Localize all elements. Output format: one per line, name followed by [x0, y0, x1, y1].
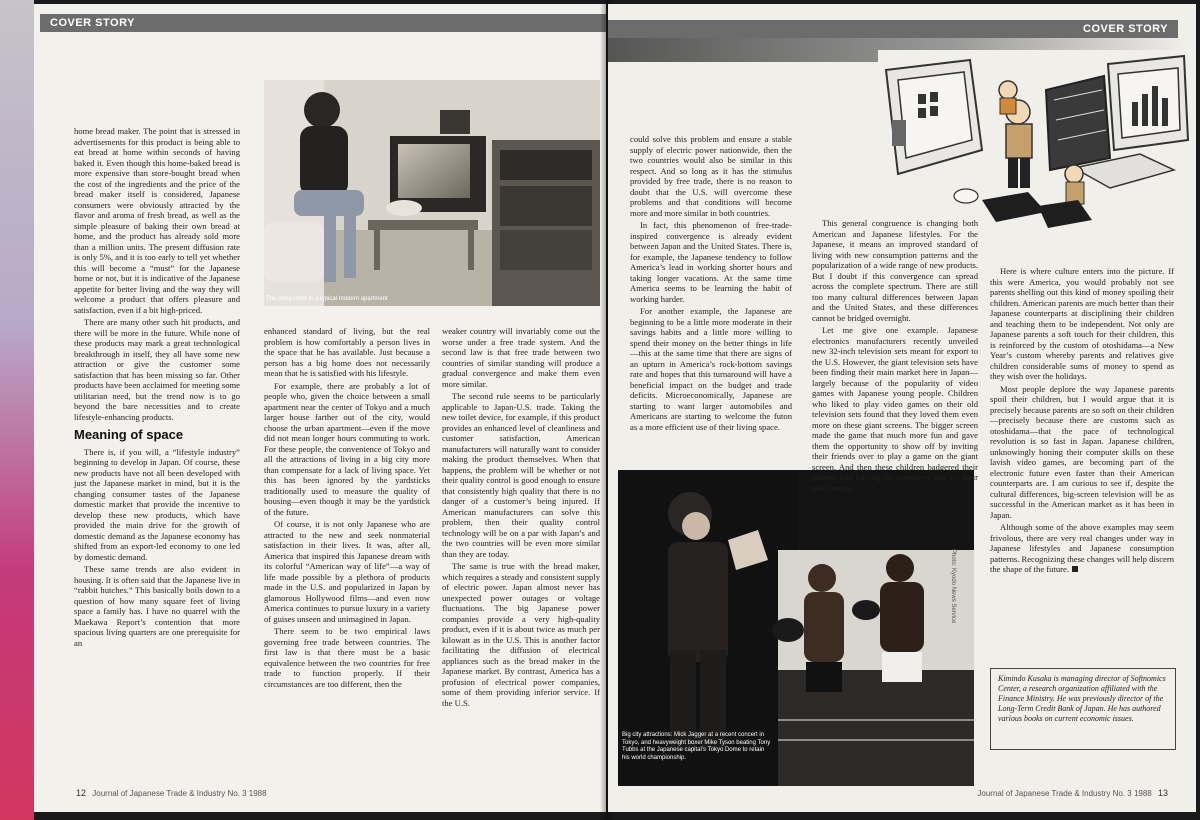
section-banner-right: COVER STORY	[608, 20, 1178, 38]
page-number: 12	[76, 788, 87, 798]
right-page	[608, 4, 1196, 812]
left-column-1	[74, 126, 240, 650]
celebrity-photo-caption: Big city attractions: Mick Jagger at a recent concert in Tokyo, and heavyweight boxer Mike Tyson beating Tony Tubbs at the Japanese capital’s Tokyo Dome to retain his world championship.	[622, 732, 771, 761]
left-column-3	[442, 326, 600, 710]
closing-paragraph: Although some of the above examples may seem frivolous, there are very real changes under way in Japanese lifestyles and Japanese consumption patterns. Recognizing these changes will help discern the shape of the future.	[990, 522, 1174, 574]
end-of-article-icon	[1072, 566, 1078, 572]
video-game-illustration	[878, 50, 1192, 236]
left-page	[34, 4, 606, 812]
paragraph: There seem to be two empirical laws governing free trade between countries. The first law is that there must be a basic equivalence between the two countries for free trade to function properly. If their circumstances are too different, then the	[264, 626, 430, 689]
paragraph: The second rule seems to be particularly applicable to Japan-U.S. trade. Taking the new toilet device, for example, if this product provides an enhanced level of cleanliness and customer satisfaction, American manufacturers will naturally want to consider making the product themselves. When that happens, the problem will be whether or not their quality control is good enough to ensure that consistently high quality that there is no danger of a customer’s being injured. If American manufacturers can solve this problem, then their quality control technology will be on a par with Japan’s and the two countries will be even more similar than they are today.	[442, 391, 600, 559]
paragraph: enhanced standard of living, but the real problem is how comfortably a person lives in the space that he has available. Just because a person has a big home does not necessarily mean that he is satisfied with his lifestyle.	[264, 326, 430, 378]
paragraph: Here is where culture enters into the picture. If this were America, you would probably not see parents shelling out this kind of money spoiling their children. American parents are much better than their Japanese counterparts at disciplining their children and teaching them to be independent. Not only are Japanese parents a soft touch for their children, this is reinforced by the custom of otoshidama—a New Year’s custom whereby parents and relatives give children considerable sums of money to spend as they wish over the holidays.	[990, 266, 1174, 381]
paragraph: home bread maker. The point that is stressed in advertisements for this product is being able to eat bread at home within seconds of having baked it. Even though this home-baked bread is more expensive than store-bought bread when the cost of the ingredients and the price of the bread maker itself is considered, Japanese consumers were obviously attracted by the flavor and aroma of fresh bread, as well as the simple pleasure of baking their own bread at home, and the product has already sold more than a million units. The present diffusion rate is only 5%, and it is too early to tell yet whether this will become a “must” for the Japanese home or not, but it is indicative of the Japanese appetite for better living and the way they will welcome a product that offers pleasure and satisfaction, even if a bit high-priced.	[74, 126, 240, 315]
paragraph: In fact, this phenomenon of free-trade-inspired convergence is already evident between Japan and the United States. There is, for example, the Japanese tendency to follow America’s lead in working shorter hours and taking longer vacations. At the same time America seems to be learning the habit of working harder.	[630, 220, 792, 304]
living-room-photo	[264, 80, 600, 306]
right-column-3	[990, 266, 1174, 577]
journal-name: Journal of Japanese Trade & Industry No. 3 1988	[977, 789, 1152, 798]
page-number: 13	[1157, 788, 1168, 798]
paragraph: Let me give one example. Japanese electronics manufacturers recently unveiled new 32-inch television sets meant for export to the U.S. However, the giant television sets have been finding their main market here in Japan—largely because of the popularity of video games with Japanese young people. Children who liked to play video games on their old television sets found that they loved them even more on these giant screens. The bigger screen made the game that much more fun and gave them the opportunity to show off by inviting their friends over to play a game on the giant screen. And then these children badgered their parents into buying the expensive sets for their own homes.	[812, 325, 978, 493]
paragraph: For another example, the Japanese are beginning to be a little more moderate in their savings habits and a little more willing to spend their money on the better things in life—this at the same time that there are signs of an upturn in America’s rock-bottom savings rate and hopes that this turnaround will have a beneficial impact on the budget and trade deficits. Microeconomically, Japanese are starting to want larger automobiles and Americans are starting to welcome the futon as a more efficient use of their living space.	[630, 306, 792, 432]
page-edge	[0, 0, 34, 820]
paragraph: The same is true with the bread maker, which requires a steady and consistent supply of electric power. Japan almost never has unexpected power outages or voltage fluctuations. The big Japanese power companies provide a very high-quality product, even if it is about twice as much per kilowatt as in the U.S. This is another factor facilitating the diffusion of electrical appliances such as the bread maker in the Japanese market. By contrast, America has a profusion of electrical power companies, some of them providing inferior service. If the U.S.	[442, 561, 600, 708]
paragraph: These same trends are also evident in housing. It is often said that the Japanese live in “rabbit hutches.” This basically boils down to a question of how many square feet of living space a family has. I have no quarrel with the Maekawa Report’s contention that more spacious living quarters are one prerequisite for an	[74, 564, 240, 648]
paragraph: This general congruence is changing both American and Japanese lifestyles. For the Japanese, it means an improved standard of living with new consumption patterns and the popularization of a wide range of new products. But I doubt if this convergence can spread across the complete spectrum. There are still too many cultural differences between Japan and the United States, and these differences cannot be bridged overnight.	[812, 218, 978, 323]
right-folio	[977, 788, 1172, 798]
living-room-caption: The living room in a typical modern apartment	[266, 296, 388, 302]
living-room-illustration	[264, 80, 600, 306]
paragraph: weaker country will invariably come out the worse under a free trade system. And the second law is that free trade between two countries of similar standing will produce a gradual convergence and make them even more similar.	[442, 326, 600, 389]
tv-illustration	[878, 50, 1192, 236]
right-column-1	[630, 134, 792, 434]
left-folio	[72, 788, 267, 798]
section-banner-left: COVER STORY	[40, 14, 606, 32]
paragraph: could solve this problem and ensure a stable supply of electric power nationwide, then the two countries would also be similar in this respect. And so long as it has the stimulus provided by free trade, there is no reason to doubt that the U.S. will overcome these problems and that conditions will become more and more similar in both countries.	[630, 134, 792, 218]
photo-credit: Photo: Kyodo News Service	[950, 549, 956, 624]
left-column-2	[264, 326, 430, 691]
section-heading: Meaning of space	[74, 427, 184, 442]
paragraph: Most people deplore the way Japanese parents spoil their children, but I would argue that it is precisely because parents are so soft on their children—precisely because there are customs such as otoshidama—that the pace of technological revolution is so fast in Japan. Japanese children, unknowingly honing their computer skills on these lavish video games, are becoming part of the electronic future even faster than their American counterparts are. I am curious to see if, despite the cultural differences, big-screen television will be as successful in the American market as it has been in Japan.	[990, 383, 1174, 520]
journal-name: Journal of Japanese Trade & Industry No. 3 1988	[92, 789, 267, 798]
celebrity-photo-collage	[618, 470, 974, 786]
paragraph	[990, 522, 1174, 575]
author-bio: Kimindo Kusaka is managing director of Softnomics Center, a research organization affiliated with the Finance Ministry. He was previously director of the Long-Term Credit Bank of Japan. He has authored various books on current economic issues.	[990, 668, 1176, 750]
paragraph: There are many other such hit products, and there will be more in the future. While none of these products may mark a great technological breakthrough in itself, they all have some new attraction or give the customer some satisfaction that has been missing so far. Other products have been acclaimed for meeting some utilitarian need, but the trend now is to go beyond the bare necessities and to create lifestyle-enhancing products.	[74, 317, 240, 422]
paragraph: There is, if you will, a “lifestyle industry” beginning to develop in Japan. Of course, these new products have not all been developed with just the Japanese market in mind, but it is the changing consumer tastes of the Japanese domestic market that provide the incentive to develop these new products, which have provided the main drive for the growth of domestic demand as the Japanese economy has shifted from an export-led economy to one led by domestic demand.	[74, 446, 240, 562]
paragraph: For example, there are probably a lot of people who, given the choice between a small apartment near the center of Tokyo and a much larger house farther out of the city, would choose the urban apartment—even if the move did not mean longer hours commuting to work. For these people, the convenience of Tokyo and all the attractions of living in a big city more than compensate for a lack of living space. Yet this has been ignored by the yardsticks traditionally used to measure the quality of housing—even though it may be the yardstick of the future.	[264, 380, 430, 517]
right-column-2	[812, 218, 978, 495]
paragraph: Of course, it is not only Japanese who are attracted to the new and seek nonmaterial satisfaction in their lives. It was, after all, America that inspired this Japanese dream with its colorful “American way of life”—a way of life made possible by a plethora of products made in the U.S. and popularized in Japan by glamorous Hollywood films—and even now America continues to pursue luxury in a variety of guises unseen and unimagined in Japan.	[264, 519, 430, 624]
